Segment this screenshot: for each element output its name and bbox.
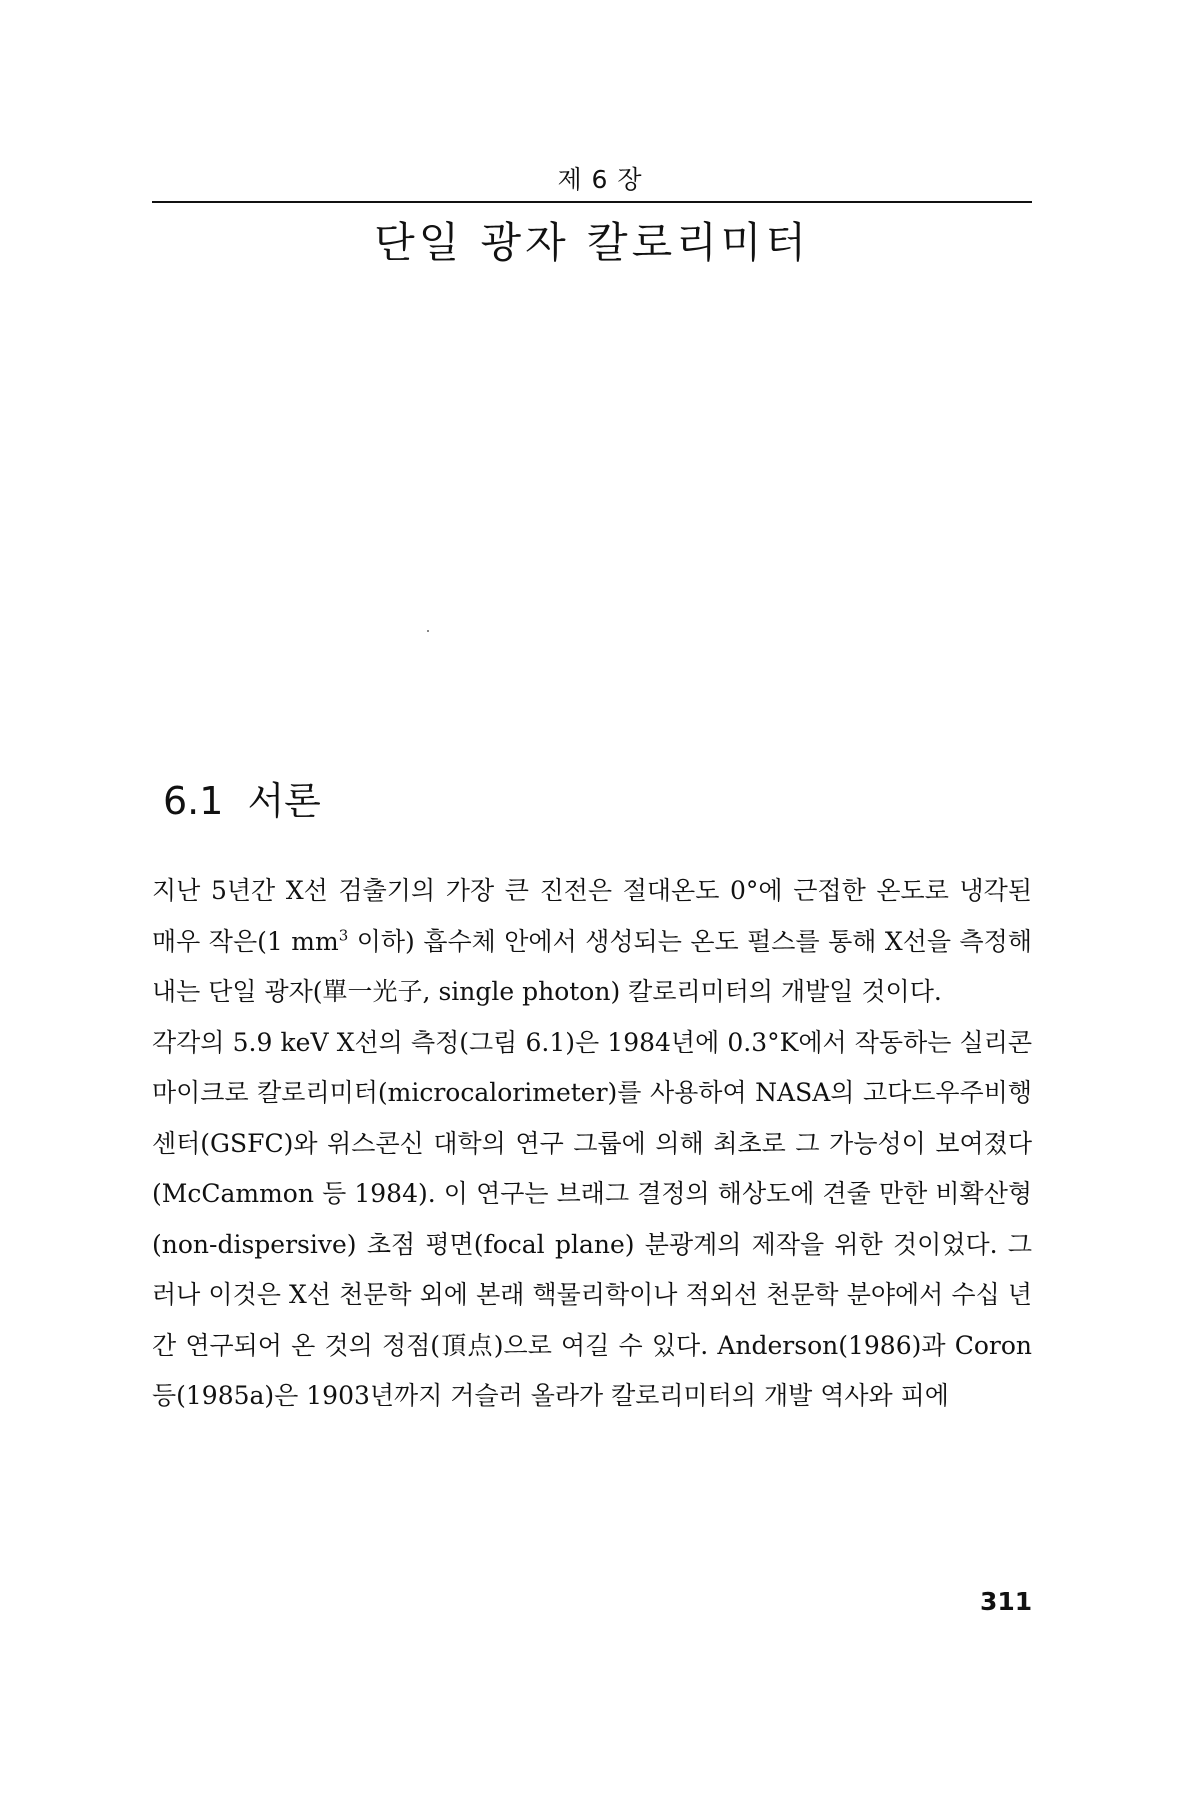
paragraph	[152, 866, 1032, 1018]
paragraph-text: 지난 5년간 X선 검출기의 가장 큰 진전은 절대온도 0°에 근접한 온도로 냉각된 매우 작은(1 mm	[152, 876, 1032, 956]
superscript: 3	[338, 926, 349, 945]
chapter-label: 제 6 장	[557, 165, 643, 194]
print-speck	[427, 630, 429, 632]
section-number: 6.1	[163, 779, 224, 823]
chapter-title: 단일 광자 칼로리미터	[374, 218, 810, 267]
paragraph: 각각의 5.9 keV X선의 측정(그림 6.1)은 1984년에 0.3°K에서 작동하는 실리콘 마이크로 칼로리미터(microcalorimeter)를 사용하여 NASA의 고다드우주비행센터(GSFC)와 위스콘신 대학의 연구 그룹에 의해 최초로 그 가능성이 보여졌다(McCammon 등 1984). 이 연구는 브래그 결정의 해상도에 견줄 만한 비확산형(non-dispersive) 초점 평면(focal plane) 분광계의 제작을 위한 것이었다. 그러나 이것은 X선 천문학 외에 본래 핵물리학이나 적외선 천문학 분야에서 수십 년간 연구되어 온 것의 정점(頂点)으로 여길 수 있다. Anderson(1986)과 Coron 등(1985a)은 1903년까지 거슬러 올라가 칼로리미터의 개발 역사와 피에	[152, 1027, 1032, 1410]
body-text	[152, 866, 1032, 1422]
page-number: 311	[980, 1587, 1033, 1616]
paragraph-text: 이하) 흡수체 안에서 생성되는 온도 펄스를 통해 X선을 측정해 내는 단일 광자(單一光子, single photon) 칼로리미터의 개발일 것이다.	[152, 926, 1032, 1006]
section-heading	[163, 770, 321, 825]
section-title: 서론	[247, 779, 321, 823]
chapter-divider	[152, 201, 1032, 203]
